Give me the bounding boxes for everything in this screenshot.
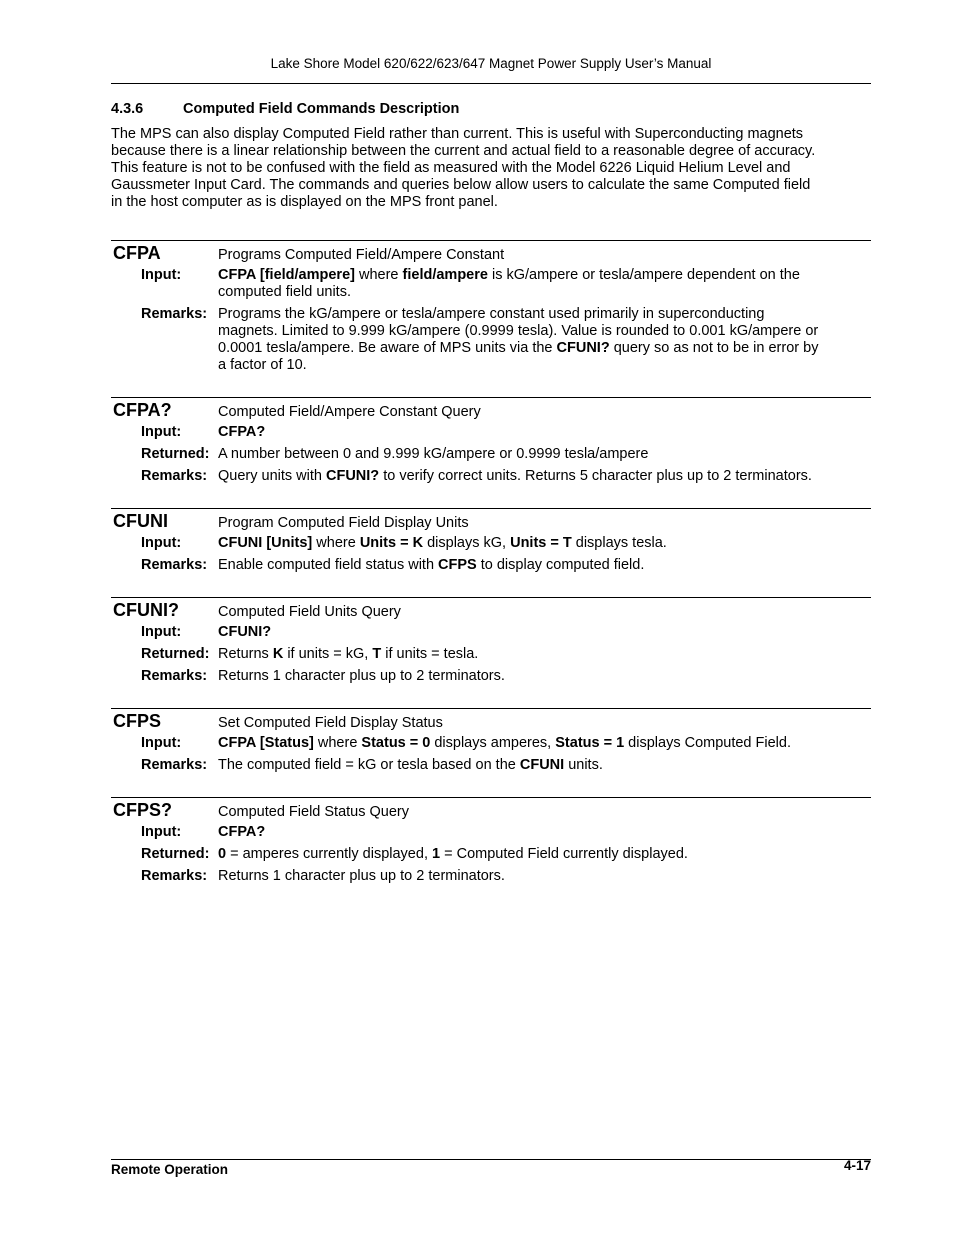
section-heading (111, 101, 871, 118)
text-run: units. (564, 757, 603, 773)
row-value-line (218, 267, 871, 284)
bold-text-run: CFPS (438, 557, 477, 573)
row-value (218, 735, 871, 752)
command-row-input (141, 735, 871, 752)
command-rows (111, 267, 871, 374)
command-header (111, 600, 871, 620)
section-title: Computed Field Commands Description (183, 101, 460, 117)
footer-rule (111, 1159, 871, 1160)
row-value-line (218, 646, 871, 663)
command-block (111, 708, 871, 774)
command-row-remarks (141, 757, 871, 774)
command-row-returned (141, 646, 871, 663)
row-value (218, 267, 871, 301)
row-label: Remarks: (141, 868, 208, 884)
bold-text-run: T (372, 646, 382, 662)
command-block (111, 240, 871, 374)
row-value (218, 557, 871, 574)
bold-text-run: Status = 0 (361, 735, 431, 751)
text-run: to display computed field. (476, 557, 645, 573)
command-description: Program Computed Field Display Units (218, 515, 469, 531)
bold-text-run: CFPA? (218, 424, 266, 440)
row-label: Returned: (141, 446, 210, 462)
bold-text-run: Status = 1 (555, 735, 625, 751)
intro-paragraph-line: The MPS can also display Computed Field rather than current. This is useful with Superconducting magnets (111, 126, 804, 142)
bold-text-run: field/ampere (402, 267, 488, 283)
command-name: CFPA (113, 243, 161, 263)
text-run: displays tesla. (571, 535, 667, 551)
row-label: Remarks: (141, 557, 208, 573)
command-block (111, 597, 871, 685)
command-description: Programs Computed Field/Ampere Constant (218, 247, 505, 263)
row-value-line (218, 668, 871, 685)
row-label: Returned: (141, 846, 210, 862)
row-value-line (218, 284, 871, 301)
command-description: Computed Field/Ampere Constant Query (218, 404, 481, 420)
bold-text-run: K (272, 646, 284, 662)
row-label: Remarks: (141, 757, 208, 773)
text-run: Returns 1 character plus up to 2 terminators. (218, 668, 505, 684)
command-row-input (141, 267, 871, 301)
row-label: Input: (141, 824, 182, 840)
bold-text-run: CFPA? (218, 824, 266, 840)
command-header (111, 400, 871, 420)
command-row-remarks (141, 468, 871, 485)
row-value-line (218, 323, 871, 340)
command-block (111, 508, 871, 574)
command-row-input (141, 624, 871, 641)
row-value-line (218, 557, 871, 574)
command-description: Computed Field Units Query (218, 604, 401, 620)
row-label: Input: (141, 535, 182, 551)
intro-paragraph-line: in the host computer as is displayed on the MPS front panel. (111, 194, 498, 210)
footer-chapter: Remote Operation (111, 1162, 229, 1177)
text-run: computed field units. (218, 284, 351, 300)
command-block (111, 797, 871, 885)
row-value (218, 846, 871, 863)
command-row-input (141, 424, 871, 441)
bold-text-run: CFUNI? (556, 340, 610, 356)
intro-paragraph-line: because there is a linear relationship between the current and actual field to a reasonable degree of accuracy. (111, 143, 816, 159)
row-value-line (218, 357, 871, 374)
command-rows (111, 824, 871, 885)
command-row-remarks (141, 557, 871, 574)
row-label: Remarks: (141, 306, 208, 322)
row-label: Input: (141, 424, 182, 440)
command-rows (111, 624, 871, 685)
row-label: Input: (141, 735, 182, 751)
bold-text-run: CFPA [Status] (218, 735, 314, 751)
intro-paragraph-line: This feature is not to be confused with the field as measured with the Model 6226 Liquid Helium Level and (111, 160, 791, 176)
row-label: Input: (141, 624, 182, 640)
row-value (218, 424, 871, 441)
bold-text-run: CFUNI? (218, 624, 272, 640)
command-block (111, 397, 871, 485)
command-name: CFUNI (113, 511, 168, 531)
row-label: Returned: (141, 646, 210, 662)
text-run: where (313, 735, 362, 751)
row-value-line (218, 446, 871, 463)
command-row-input (141, 535, 871, 552)
row-value-line (218, 735, 871, 752)
row-value (218, 535, 871, 552)
row-value-line (218, 624, 871, 641)
row-value (218, 668, 871, 685)
text-run: Returns 1 character plus up to 2 terminators. (218, 868, 505, 884)
intro-paragraph (111, 126, 881, 211)
row-value-line (218, 424, 871, 441)
command-row-returned (141, 846, 871, 863)
row-value (218, 646, 871, 663)
bold-text-run: CFPA [field/ampere] (218, 267, 355, 283)
row-value-line (218, 846, 871, 863)
section-number: 4.3.6 (111, 101, 144, 117)
text-run: displays Computed Field. (624, 735, 791, 751)
command-description: Computed Field Status Query (218, 804, 410, 820)
row-value (218, 446, 871, 463)
command-row-returned (141, 446, 871, 463)
command-header (111, 511, 871, 531)
row-value (218, 868, 871, 885)
command-header (111, 243, 871, 263)
bold-text-run: Units = T (510, 535, 572, 551)
command-rows (111, 535, 871, 574)
bold-text-run: 1 (432, 846, 441, 862)
row-value (218, 824, 871, 841)
text-run: where (312, 535, 360, 551)
text-run: is kG/ampere or tesla/ampere dependent on the (487, 267, 800, 283)
bold-text-run: CFUNI (519, 757, 565, 773)
text-run: Query units with (218, 468, 326, 484)
command-header (111, 800, 871, 820)
row-value-line (218, 340, 871, 357)
row-value (218, 306, 871, 374)
intro-paragraph-line: Gaussmeter Input Card. The commands and queries below allow users to calculate the same Computed field (111, 177, 811, 193)
command-list (111, 240, 871, 908)
text-run: Enable computed field status with (218, 557, 439, 573)
command-name: CFPS (113, 711, 162, 731)
text-run: displays amperes, (430, 735, 556, 751)
text-run: A number between 0 and 9.999 kG/ampere or 0.9999 tesla/ampere (218, 446, 649, 462)
row-label: Remarks: (141, 468, 208, 484)
command-row-input (141, 824, 871, 841)
text-run: displays kG, (423, 535, 511, 551)
command-name: CFPS? (113, 800, 173, 820)
command-description: Set Computed Field Display Status (218, 715, 443, 731)
text-run: if units = tesla. (381, 646, 479, 662)
command-row-remarks (141, 668, 871, 685)
bold-text-run: 0 (218, 846, 227, 862)
command-rows (111, 424, 871, 485)
page-number: 4-17 (843, 1158, 871, 1173)
text-run: Programs the kG/ampere or tesla/ampere constant used primarily in superconducting (218, 306, 765, 322)
row-value-line (218, 306, 871, 323)
text-run: = Computed Field currently displayed. (440, 846, 688, 862)
row-label: Input: (141, 267, 182, 283)
text-run: to verify correct units. Returns 5 character plus up to 2 terminators. (379, 468, 812, 484)
row-value (218, 624, 871, 641)
text-run: = amperes currently displayed, (226, 846, 432, 862)
row-value-line (218, 824, 871, 841)
bold-text-run: CFUNI [Units] (218, 535, 313, 551)
text-run: where (354, 267, 403, 283)
row-value (218, 757, 871, 774)
command-rows (111, 735, 871, 774)
running-header: Lake Shore Model 620/622/623/647 Magnet Power Supply User’s Manual (270, 56, 712, 71)
row-value-line (218, 468, 871, 485)
text-run: a factor of 10. (218, 357, 307, 373)
row-value (218, 468, 871, 485)
text-run: query so as not to be in error by (609, 340, 819, 356)
text-run: if units = kG, (283, 646, 373, 662)
command-row-remarks (141, 868, 871, 885)
command-row-remarks (141, 306, 871, 374)
header-rule (111, 83, 871, 84)
command-name: CFPA? (113, 400, 172, 420)
row-value-line (218, 535, 871, 552)
bold-text-run: CFUNI? (326, 468, 380, 484)
text-run: The computed field = kG or tesla based on the (218, 757, 520, 773)
row-value-line (218, 868, 871, 885)
bold-text-run: Units = K (359, 535, 424, 551)
row-label: Remarks: (141, 668, 208, 684)
command-header (111, 711, 871, 731)
command-name: CFUNI? (113, 600, 179, 620)
row-value-line (218, 757, 871, 774)
text-run: magnets. Limited to 9.999 kG/ampere (0.9999 tesla). Value is rounded to 0.001 kG/ampere or (218, 323, 819, 339)
text-run: 0.0001 tesla/ampere. Be aware of MPS units via the (218, 340, 557, 356)
text-run: Returns (218, 646, 273, 662)
